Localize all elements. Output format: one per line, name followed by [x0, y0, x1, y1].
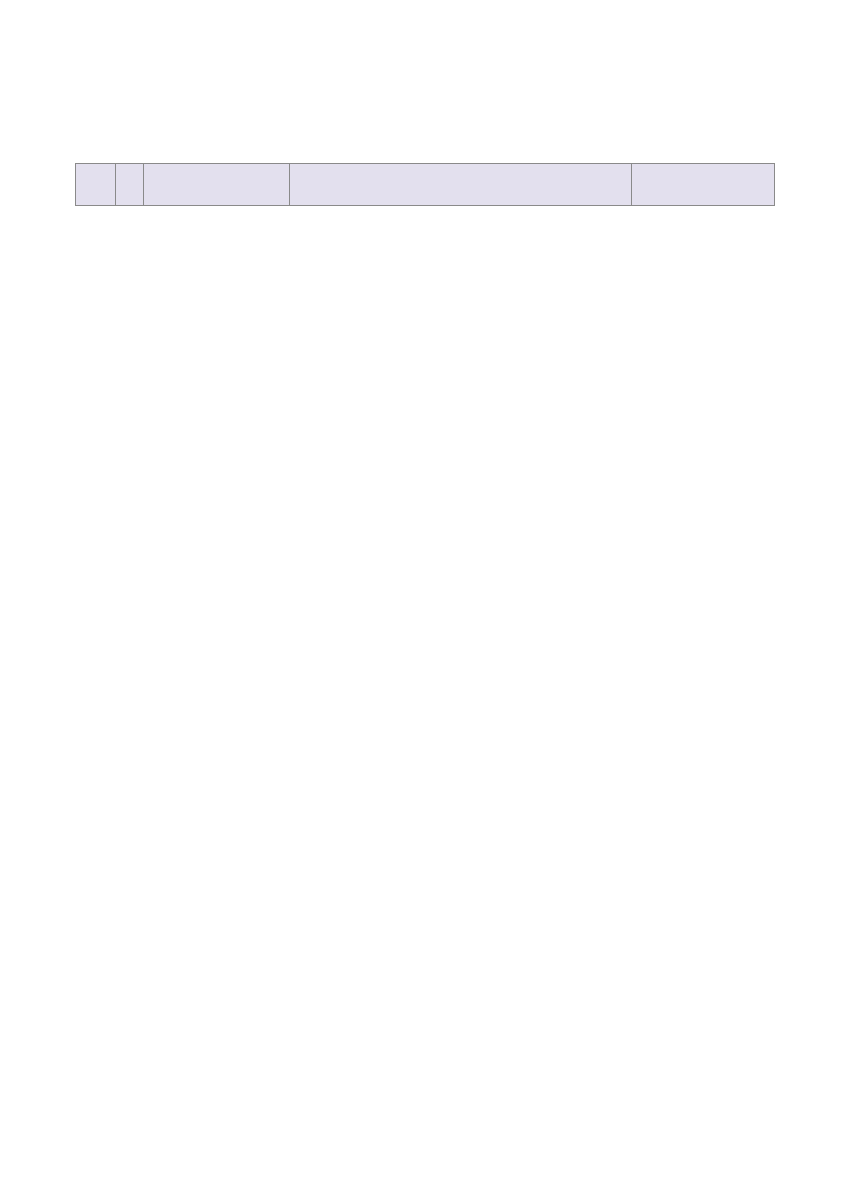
meal-schedule-table	[75, 163, 775, 206]
header-pm-snack	[632, 164, 775, 206]
header-weekday	[116, 164, 144, 206]
table-header-row	[76, 164, 775, 206]
header-am-snack	[144, 164, 290, 206]
page-title	[8, 82, 840, 162]
header-lunch	[290, 164, 632, 206]
header-date	[76, 164, 116, 206]
